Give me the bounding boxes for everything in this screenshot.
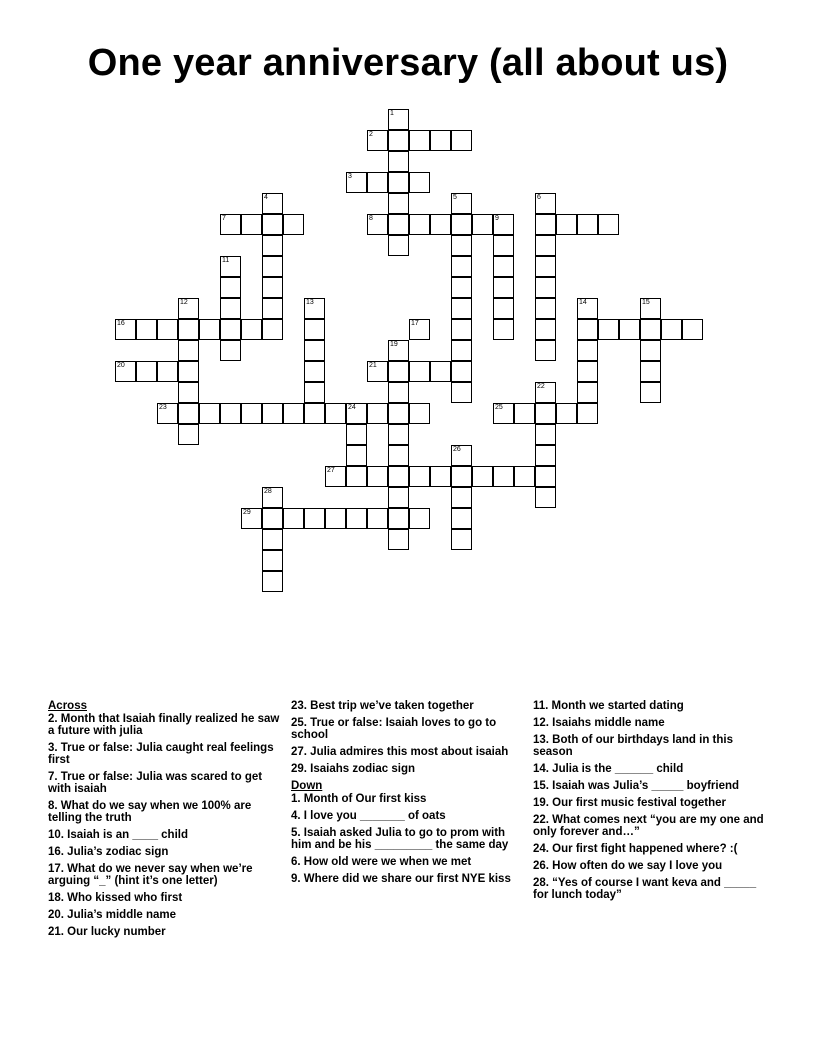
clue-text: 22. What comes next “you are my one and only forever and…”	[533, 814, 764, 838]
cell-number: 19	[390, 341, 398, 348]
grid-cell[interactable]	[493, 277, 514, 298]
grid-cell[interactable]	[262, 571, 283, 592]
cell-number: 27	[327, 467, 335, 474]
grid-cell[interactable]	[157, 361, 178, 382]
grid-cell[interactable]	[388, 340, 409, 361]
grid-cell[interactable]	[304, 382, 325, 403]
cell-number: 2	[369, 131, 373, 138]
grid-cell[interactable]	[262, 193, 283, 214]
cell-number: 22	[537, 383, 545, 390]
grid-cell[interactable]	[220, 214, 241, 235]
grid-cell[interactable]	[388, 487, 409, 508]
clue-text: 8. What do we say when we 100% are telling the truth	[48, 800, 252, 824]
grid-cell[interactable]	[388, 403, 409, 424]
grid-cell[interactable]	[577, 319, 598, 340]
grid-cell[interactable]	[451, 235, 472, 256]
grid-cell[interactable]	[388, 235, 409, 256]
grid-cell[interactable]	[157, 319, 178, 340]
cell-number: 1	[390, 110, 394, 117]
grid-cell[interactable]	[451, 340, 472, 361]
grid-cell[interactable]	[325, 508, 346, 529]
cell-number: 24	[348, 404, 356, 411]
grid-cell[interactable]	[346, 172, 367, 193]
grid-cell[interactable]	[388, 361, 409, 382]
grid-cell[interactable]	[388, 382, 409, 403]
grid-cell[interactable]	[493, 403, 514, 424]
grid-cell[interactable]	[451, 445, 472, 466]
grid-cell[interactable]	[136, 319, 157, 340]
cell-number: 15	[642, 299, 650, 306]
grid-cell[interactable]	[409, 361, 430, 382]
grid-cell[interactable]	[451, 529, 472, 550]
grid-cell[interactable]	[577, 361, 598, 382]
grid-cell[interactable]	[220, 298, 241, 319]
clue-text: 5. Isaiah asked Julia to go to prom with him and be his _________ the same day	[291, 827, 509, 851]
cell-number: 25	[495, 404, 503, 411]
grid-cell[interactable]	[367, 214, 388, 235]
grid-cell[interactable]	[493, 466, 514, 487]
clue-section-heading: Down	[291, 780, 323, 792]
grid-cell[interactable]	[262, 214, 283, 235]
clue-text: 18. Who kissed who first	[48, 892, 183, 904]
grid-cell[interactable]	[346, 403, 367, 424]
grid-cell[interactable]	[409, 403, 430, 424]
grid-cell[interactable]	[451, 214, 472, 235]
grid-cell[interactable]	[598, 319, 619, 340]
grid-cell[interactable]	[556, 403, 577, 424]
grid-cell[interactable]	[409, 319, 430, 340]
clue-text: 7. True or false: Julia was scared to get with isaiah	[48, 771, 263, 795]
clue-text: 10. Isaiah is an ____ child	[48, 829, 188, 841]
grid-cell[interactable]	[451, 487, 472, 508]
grid-cell[interactable]	[535, 424, 556, 445]
clue-text: 26. How often do we say I love you	[533, 860, 723, 872]
grid-cell[interactable]	[577, 214, 598, 235]
grid-cell[interactable]	[262, 277, 283, 298]
cell-number: 17	[411, 320, 419, 327]
clues-column-1	[48, 700, 283, 943]
grid-cell[interactable]	[283, 214, 304, 235]
grid-cell[interactable]	[241, 508, 262, 529]
grid-cell[interactable]	[178, 382, 199, 403]
grid-cell[interactable]	[283, 403, 304, 424]
cell-number: 26	[453, 446, 461, 453]
grid-cell[interactable]	[262, 487, 283, 508]
grid-cell[interactable]	[178, 361, 199, 382]
grid-cell[interactable]	[535, 382, 556, 403]
grid-cell[interactable]	[682, 319, 703, 340]
grid-cell[interactable]	[535, 487, 556, 508]
cell-number: 20	[117, 362, 125, 369]
grid-cell[interactable]	[409, 130, 430, 151]
grid-cell[interactable]	[472, 466, 493, 487]
grid-cell[interactable]	[493, 214, 514, 235]
cell-number: 6	[537, 194, 541, 201]
grid-cell[interactable]	[535, 319, 556, 340]
grid-cell[interactable]	[451, 130, 472, 151]
grid-cell[interactable]	[262, 298, 283, 319]
cell-number: 8	[369, 215, 373, 222]
cell-number: 5	[453, 194, 457, 201]
grid-cell[interactable]	[451, 256, 472, 277]
cell-number: 7	[222, 215, 226, 222]
clue-section-heading: Across	[48, 700, 87, 712]
grid-cell[interactable]	[241, 319, 262, 340]
grid-cell[interactable]	[430, 130, 451, 151]
clue-text: 3. True or false: Julia caught real feelings first	[48, 742, 274, 766]
grid-cell[interactable]	[451, 382, 472, 403]
grid-cell[interactable]	[451, 298, 472, 319]
clue-text: 19. Our first music festival together	[533, 797, 727, 809]
grid-cell[interactable]	[325, 403, 346, 424]
grid-cell[interactable]	[556, 214, 577, 235]
grid-cell[interactable]	[367, 361, 388, 382]
grid-cell[interactable]	[493, 235, 514, 256]
grid-cell[interactable]	[661, 319, 682, 340]
cell-number: 23	[159, 404, 167, 411]
grid-cell[interactable]	[451, 277, 472, 298]
clue-text: 23. Best trip we’ve taken together	[291, 700, 474, 712]
clue-text: 25. True or false: Isaiah loves to go to school	[291, 717, 497, 741]
clue-text: 13. Both of our birthdays land in this season	[533, 734, 733, 758]
grid-cell[interactable]	[535, 445, 556, 466]
grid-cell[interactable]	[451, 361, 472, 382]
clue-text: 21. Our lucky number	[48, 926, 166, 938]
grid-cell[interactable]	[451, 466, 472, 487]
grid-cell[interactable]	[304, 319, 325, 340]
grid-cell[interactable]	[535, 256, 556, 277]
grid-cell[interactable]	[220, 340, 241, 361]
grid-cell[interactable]	[388, 172, 409, 193]
grid-cell[interactable]	[262, 529, 283, 550]
clue-text: 11. Month we started dating	[533, 700, 684, 712]
grid-cell[interactable]	[535, 214, 556, 235]
grid-cell[interactable]	[409, 466, 430, 487]
grid-cell[interactable]	[535, 466, 556, 487]
grid-cell[interactable]	[619, 319, 640, 340]
cell-number: 21	[369, 362, 377, 369]
grid-cell[interactable]	[178, 403, 199, 424]
clue-text: 1. Month of Our first kiss	[291, 793, 427, 805]
grid-cell[interactable]	[451, 193, 472, 214]
grid-cell[interactable]	[388, 214, 409, 235]
grid-cell[interactable]	[409, 508, 430, 529]
grid-cell[interactable]	[304, 508, 325, 529]
grid-cell[interactable]	[199, 403, 220, 424]
grid-cell[interactable]	[178, 319, 199, 340]
grid-cell[interactable]	[388, 445, 409, 466]
grid-cell[interactable]	[514, 466, 535, 487]
grid-cell[interactable]	[220, 403, 241, 424]
clue-text: 2. Month that Isaiah finally realized he saw a future with julia	[48, 713, 280, 737]
grid-cell[interactable]	[346, 424, 367, 445]
cell-number: 29	[243, 509, 251, 516]
grid-cell[interactable]	[367, 172, 388, 193]
grid-cell[interactable]	[430, 466, 451, 487]
grid-cell[interactable]	[178, 424, 199, 445]
clue-text: 4. I love you _______ of oats	[291, 810, 446, 822]
cell-number: 4	[264, 194, 268, 201]
grid-cell[interactable]	[388, 466, 409, 487]
grid-cell[interactable]	[493, 256, 514, 277]
grid-cell[interactable]	[220, 319, 241, 340]
grid-cell[interactable]	[304, 340, 325, 361]
grid-cell[interactable]	[367, 130, 388, 151]
grid-cell[interactable]	[430, 361, 451, 382]
grid-cell[interactable]	[367, 508, 388, 529]
cell-number: 28	[264, 488, 272, 495]
clue-text: 15. Isaiah was Julia’s _____ boyfriend	[533, 780, 740, 792]
grid-cell[interactable]	[640, 298, 661, 319]
grid-cell[interactable]	[535, 340, 556, 361]
grid-cell[interactable]	[388, 193, 409, 214]
grid-cell[interactable]	[178, 340, 199, 361]
grid-cell[interactable]	[451, 319, 472, 340]
grid-cell[interactable]	[577, 382, 598, 403]
clue-text: 24. Our first fight happened where? :(	[533, 843, 738, 855]
clue-text: 9. Where did we share our first NYE kiss	[291, 873, 511, 885]
grid-cell[interactable]	[115, 319, 136, 340]
grid-cell[interactable]	[493, 319, 514, 340]
grid-cell[interactable]	[535, 235, 556, 256]
clues-column-3	[533, 700, 768, 906]
grid-cell[interactable]	[640, 340, 661, 361]
grid-cell[interactable]	[199, 319, 220, 340]
grid-cell[interactable]	[388, 424, 409, 445]
grid-cell[interactable]	[346, 466, 367, 487]
cell-number: 12	[180, 299, 188, 306]
grid-cell[interactable]	[640, 361, 661, 382]
cell-number: 3	[348, 173, 352, 180]
cell-number: 11	[222, 257, 230, 264]
grid-cell[interactable]	[136, 361, 157, 382]
cell-number: 9	[495, 215, 499, 222]
grid-cell[interactable]	[535, 193, 556, 214]
grid-cell[interactable]	[262, 550, 283, 571]
clue-text: 28. “Yes of course I want keva and _____ for lunch today”	[533, 877, 757, 901]
grid-cell[interactable]	[346, 508, 367, 529]
grid-cell[interactable]	[262, 319, 283, 340]
grid-cell[interactable]	[388, 109, 409, 130]
grid-cell[interactable]	[241, 403, 262, 424]
grid-cell[interactable]	[262, 403, 283, 424]
grid-cell[interactable]	[535, 277, 556, 298]
grid-cell[interactable]	[451, 508, 472, 529]
grid-cell[interactable]	[514, 403, 535, 424]
grid-cell[interactable]	[367, 466, 388, 487]
cell-number: 16	[117, 320, 125, 327]
grid-cell[interactable]	[388, 130, 409, 151]
clue-text: 29. Isaiahs zodiac sign	[291, 763, 415, 775]
grid-cell[interactable]	[262, 256, 283, 277]
grid-cell[interactable]	[598, 214, 619, 235]
grid-cell[interactable]	[262, 508, 283, 529]
clue-text: 14. Julia is the ______ child	[533, 763, 684, 775]
cell-number: 14	[579, 299, 587, 306]
clue-text: 17. What do we never say when we’re arguing “_” (hint it’s one letter)	[48, 863, 253, 887]
page-title: One year anniversary (all about us)	[87, 42, 729, 84]
grid-cell[interactable]	[409, 214, 430, 235]
grid-cell[interactable]	[115, 361, 136, 382]
grid-cell[interactable]	[640, 382, 661, 403]
grid-cell[interactable]	[430, 214, 451, 235]
grid-cell[interactable]	[535, 403, 556, 424]
grid-cell[interactable]	[535, 298, 556, 319]
clue-text: 6. How old were we when we met	[291, 856, 472, 868]
grid-cell[interactable]	[241, 214, 262, 235]
grid-cell[interactable]	[577, 298, 598, 319]
grid-cell[interactable]	[388, 508, 409, 529]
grid-cell[interactable]	[220, 256, 241, 277]
grid-cell[interactable]	[577, 340, 598, 361]
grid-cell[interactable]	[472, 214, 493, 235]
clues-column-2	[291, 700, 526, 890]
grid-cell[interactable]	[493, 298, 514, 319]
grid-cell[interactable]	[325, 466, 346, 487]
clue-text: 16. Julia’s zodiac sign	[48, 846, 169, 858]
grid-cell[interactable]	[577, 403, 598, 424]
grid-cell[interactable]	[409, 172, 430, 193]
grid-cell[interactable]	[304, 361, 325, 382]
grid-cell[interactable]	[346, 445, 367, 466]
grid-cell[interactable]	[640, 319, 661, 340]
grid-cell[interactable]	[388, 151, 409, 172]
cell-number: 13	[306, 299, 314, 306]
grid-cell[interactable]	[157, 403, 178, 424]
grid-cell[interactable]	[178, 298, 199, 319]
grid-cell[interactable]	[262, 235, 283, 256]
grid-cell[interactable]	[388, 529, 409, 550]
clue-text: 20. Julia’s middle name	[48, 909, 177, 921]
grid-cell[interactable]	[367, 403, 388, 424]
grid-cell[interactable]	[304, 403, 325, 424]
grid-cell[interactable]	[283, 508, 304, 529]
grid-cell[interactable]	[220, 277, 241, 298]
clue-text: 27. Julia admires this most about isaiah	[291, 746, 509, 758]
clue-text: 12. Isaiahs middle name	[533, 717, 665, 729]
grid-cell[interactable]	[304, 298, 325, 319]
